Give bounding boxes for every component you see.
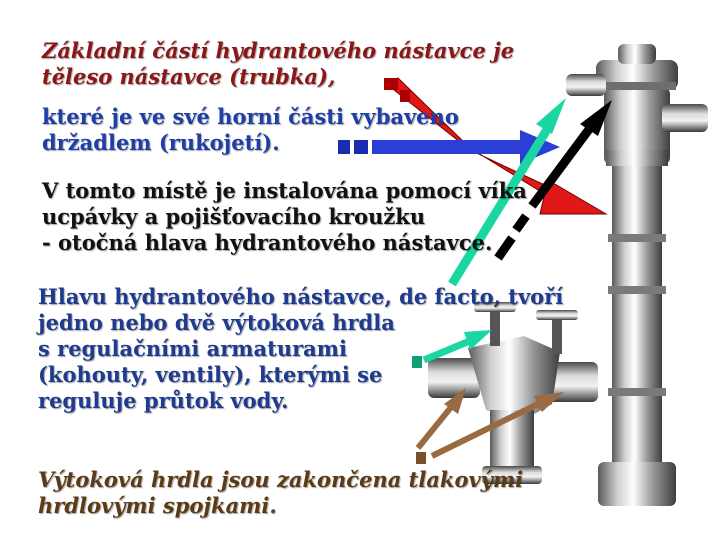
paragraph-outlets [38, 284, 563, 414]
text-line: reguluje průtok vody. [38, 388, 289, 413]
text-line: Hlavu hydrantového nástavce, de facto, tvoří [38, 284, 564, 309]
standpipe-band-2 [608, 286, 666, 294]
standpipe-pipe [612, 160, 662, 505]
paragraph-rotating-head [42, 178, 527, 256]
standpipe-upper-band [598, 82, 676, 90]
text-line: ucpávky a pojišťovacího kroužku [42, 204, 426, 229]
text-line: s regulačními armaturami [38, 336, 347, 361]
hydrant-standpipe-picture [566, 44, 708, 506]
standpipe-handle [566, 74, 606, 96]
standpipe-band-3 [608, 388, 666, 396]
standpipe-outlet [662, 104, 708, 132]
standpipe-top-knob [618, 44, 656, 64]
text-line: jedno nebo dvě výtoková hrdla [38, 310, 395, 335]
text-line: které je ve své horní části vybaveno [42, 104, 459, 129]
paragraph-pipe-body [42, 38, 514, 90]
brown-dash [416, 452, 426, 464]
standpipe-band-1 [608, 234, 666, 242]
text-line: V tomto místě je instalována pomocí víka [42, 178, 527, 203]
text-line: Výtoková hrdla jsou zakončena tlakovými [38, 467, 524, 492]
text-line: držadlem (rukojetí). [42, 130, 280, 155]
text-line: těleso nástavce (trubka), [42, 64, 336, 89]
green-arrow-head [536, 98, 566, 134]
text-line: (kohouty, ventily), kterými se [38, 362, 383, 387]
red-dash-2 [400, 90, 410, 102]
standpipe-collar [606, 150, 668, 166]
standpipe-bottom-fitting [598, 462, 676, 506]
paragraph-couplings [38, 467, 523, 519]
text-line: - otočná hlava hydrantového nástavce. [42, 230, 493, 255]
text-line: hrdlovými spojkami. [38, 493, 277, 518]
text-line: Základní částí hydrantového nástavce je [42, 38, 515, 63]
paragraph-handle [42, 104, 459, 156]
